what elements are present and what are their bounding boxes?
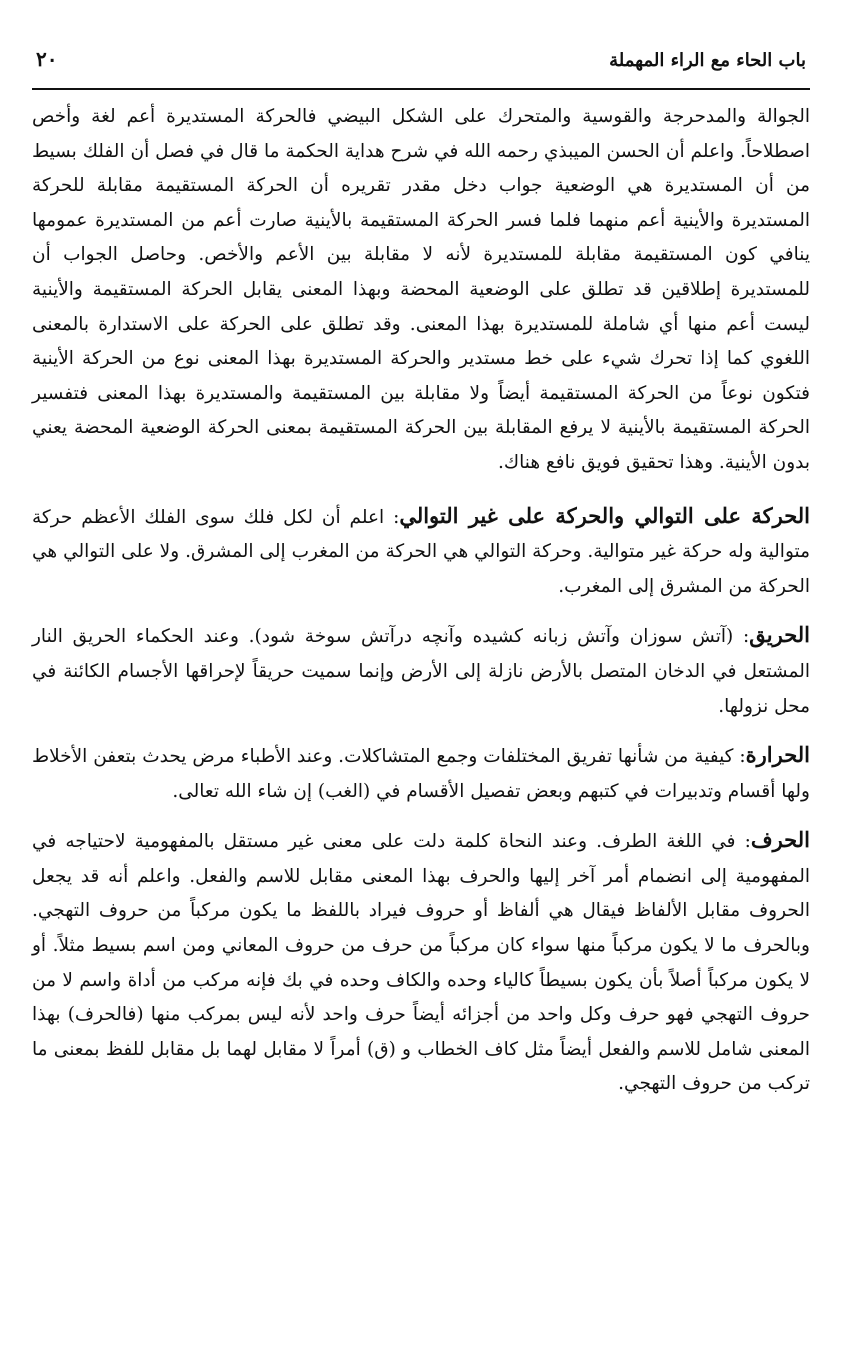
entry-term: الحرف [750,827,810,853]
entry-definition: كيفية من شأنها تفريق المختلفات وجمع المتشاكلات. وعند الأطباء مرض يحدث بتعفن الأخلاط ولها أقسام وتدبيرات في كتبهم وبعض تفصيل الأقسام في (الغب) إن شاء الله تعالى. [32,746,810,802]
entry-haraka-tawali: الحركة على التوالي والحركة على غير التوالي: اعلم أن لكل فلك سوى الفلك الأعظم حركة متوالية وله حركة غير متوالية. وحركة التوالي هي الحركة من المغرب إلى المشرق. ولا على التوالي هي الحركة من المشرق إلى المغرب. [32,502,810,597]
entry-harara: الحرارة: كيفية من شأنها تفريق المختلفات وجمع المتشاكلات. وعند الأطباء مرض يحدث بتعفن الأخلاط ولها أقسام وتدبيرات في كتبهم وبعض تفصيل الأقسام في (الغب) إن شاء الله تعالى. [32,742,810,802]
entry-definition: (آتش سوزان وآتش زبانه كشيده وآنچه درآتش سوخة شود). وعند الحكماء الحريق النار المشتعل في الدخان المتصل بالأرض نازلة إلى الأرض وإنما سميت حريقاً لإحراقها الأجسام الكائنة في محل نزولها. [32,626,810,717]
section-title: باب الحاء مع الراء المهملة [609,50,806,71]
entry-definition: اعلم أن لكل فلك سوى الفلك الأعظم حركة متوالية وله حركة غير متوالية. وحركة التوالي هي الحركة من المغرب إلى المشرق. ولا على التوالي هي الحركة من المشرق إلى المغرب. [32,506,810,597]
continuation-paragraph: الجوالة والمدحرجة والقوسية والمتحرك على الشكل البيضي فالحركة المستديرة أعم لغة وأخص اصطلاحاً. واعلم أن الحسن الميبذي رحمه الله في شرح هداية الحكمة ما قال في فصل أن الفلك بسيط من أن المستديرة هي الوضعية جواب دخل مقدر تقريره أن الحركة المستقيمة مقابلة للحركة المستديرة والأينية أعم منهما فلما فسر الحركة المستقيمة بالأينية صارت أعم من المستديرة عمومها ينافي كون المستقيمة مقابلة للمستديرة لأنه لا مقابلة بين الأعم والأخص. وحاصل الجواب أن للمستديرة إطلاقين قد تطلق على الوضعية المحضة وبهذا المعنى يقابل الحركة المستقيمة والأينية ليست أعم منها أي شاملة للمستديرة بهذا المعنى. وقد تطلق على الحركة على الاستدارة بالمعنى اللغوي كما إذا تحرك شيء على خط مستدير والحركة المستديرة بهذا المعنى نوع من الحركة الأينية فتكون نوعاً من الحركة المستقيمة أيضاً ولا مقابلة بين المستقيمة والمستديرة بهذا المعنى فتفسير الحركة المستقيمة بالأينية لا يرفع المقابلة بين الحركة المستقيمة بمعنى الحركة الوضعية المحضة يعني بدون الأينية. وهذا تحقيق فويق نافع هناك. [32,106,810,473]
entry-term: الحرارة [745,742,810,768]
dictionary-page [32,38,810,1116]
entry-harf: الحرف: في اللغة الطرف. وعند النحاة كلمة دلت على معنى غير مستقل بالمفهومية لاحتياجه في المفهومية إلى انضمام أمر آخر إليها والحرف بهذا المعنى مقابل للاسم والفعل. واعلم أنه قد يجعل الحروف مقابل الألفاظ فيقال هي ألفاظ أو حروف فيراد باللفظ ما يكون مركباً من حروف التهجي. وبالحرف ما لا يكون مركباً منها سواء كان مركباً من حرف من حروف المعاني ومن اسم بسيط مثلاً. أو لا يكون مركباً أصلاً بأن يكون بسيطاً كالياء وحده والكاف وحده في بك فإنه مركب من أداة واسم لا من حروف التهجي فهو حرف وكل واحد من أجزائه أيضاً حرف واحد لأنه ليس بمركب منها (فالحرف) بهذا المعنى شامل للاسم والفعل أيضاً مثل كاف الخطاب و (ق) أمراً لا مقابل لهما بل مقابل للفظ بمعنى ما تركب من حروف التهجي. [32,827,810,1095]
page-number: ٢٠ [36,47,58,71]
entry-term: الحركة على التوالي والحركة على غير التوالي [399,502,810,528]
entry-term: الحريق [749,622,810,648]
entry-hariq: الحريق: (آتش سوزان وآتش زبانه كشيده وآنچه درآتش سوخة شود). وعند الحكماء الحريق النار المشتعل في الدخان المتصل بالأرض نازلة إلى الأرض وإنما سميت حريقاً لإحراقها الأجسام الكائنة في محل نزولها. [32,622,810,717]
running-header [32,38,810,80]
entry-definition: في اللغة الطرف. وعند النحاة كلمة دلت على معنى غير مستقل بالمفهومية لاحتياجه في المفهومية إلى انضمام أمر آخر إليها والحرف بهذا المعنى مقابل للاسم والفعل. واعلم أنه قد يجعل الحروف مقابل الألفاظ فيقال هي ألفاظ أو حروف فيراد باللفظ ما يكون مركباً من حروف التهجي. وبالحرف ما لا يكون مركباً منها سواء كان مركباً من حرف من حروف المعاني ومن اسم بسيط مثلاً. أو لا يكون مركباً أصلاً بأن يكون بسيطاً كالياء وحده والكاف وحده في بك فإنه مركب من أداة واسم لا من حروف التهجي فهو حرف وكل واحد من أجزائه أيضاً حرف واحد لأنه ليس بمركب منها (فالحرف) بهذا المعنى شامل للاسم والفعل أيضاً مثل كاف الخطاب و (ق) أمراً لا مقابل لهما بل مقابل للفظ بمعنى ما تركب من حروف التهجي. [32,831,810,1095]
header-rule [32,88,810,90]
